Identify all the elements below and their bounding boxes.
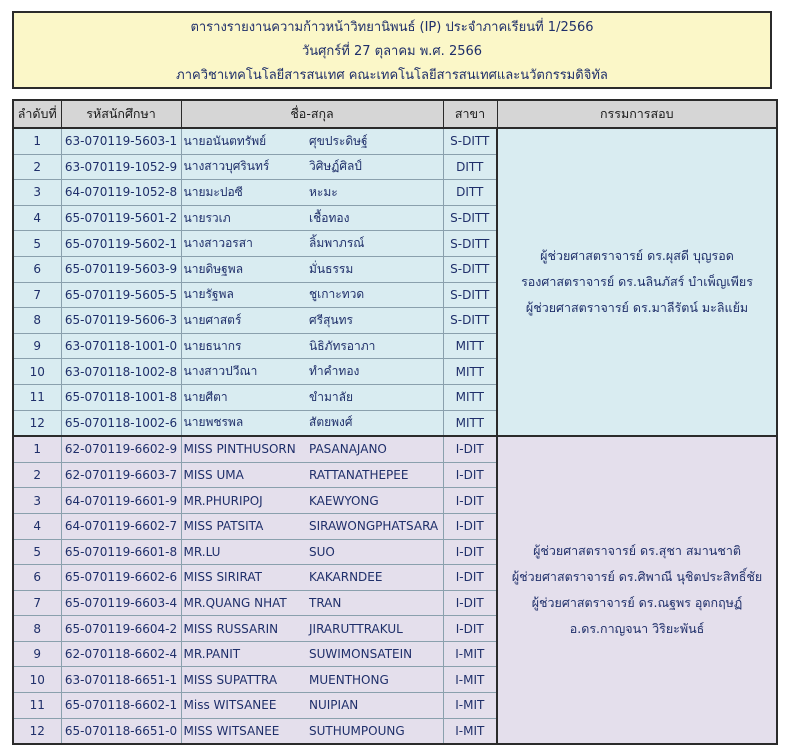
row-program: MITT	[443, 410, 497, 436]
row-student-id: 65-070119-6604-2	[61, 616, 181, 642]
report-department: ภาควิชาเทคโนโลยีสารสนเทศ คณะเทคโนโลยีสารสนเทศและนวัตกรรมดิจิทัล	[176, 68, 608, 83]
row-last-name: วิศิษฏ์ศิลป์	[303, 154, 443, 180]
row-last-name: MUENTHONG	[303, 667, 443, 693]
row-program: I-MIT	[443, 641, 497, 667]
row-program: I-DIT	[443, 462, 497, 488]
row-student-id: 65-070118-1002-6	[61, 410, 181, 436]
col-order: ลำดับที่	[13, 100, 61, 128]
row-student-id: 64-070119-6601-9	[61, 488, 181, 514]
row-program: S-DITT	[443, 256, 497, 282]
row-program: I-MIT	[443, 667, 497, 693]
row-program: I-DIT	[443, 488, 497, 514]
row-program: S-DITT	[443, 231, 497, 257]
row-order: 1	[13, 128, 61, 154]
row-first-name: MISS RUSSARIN	[181, 616, 303, 642]
committee-member: ผู้ช่วยศาสตราจารย์ ดร.ศิพาณี นุชิตประสิทธิ์ชัย	[511, 569, 763, 585]
row-last-name: ลิ้มพาภรณ์	[303, 231, 443, 257]
table-body	[13, 128, 777, 744]
row-program: MITT	[443, 384, 497, 410]
row-student-id: 63-070119-1052-9	[61, 154, 181, 180]
row-first-name: นายศีตา	[181, 384, 303, 410]
row-order: 6	[13, 565, 61, 591]
row-order: 11	[13, 384, 61, 410]
schedule-table	[12, 99, 778, 745]
row-order: 7	[13, 590, 61, 616]
row-program: S-DITT	[443, 205, 497, 231]
row-last-name: นิธิภัทรอาภา	[303, 333, 443, 359]
row-student-id: 65-070119-5601-2	[61, 205, 181, 231]
row-program: I-DIT	[443, 539, 497, 565]
row-first-name: นายอนันตทรัพย์	[181, 128, 303, 154]
row-program: DITT	[443, 154, 497, 180]
table-row	[13, 436, 777, 462]
row-student-id: 65-070119-6603-4	[61, 590, 181, 616]
row-student-id: 65-070119-6602-6	[61, 565, 181, 591]
col-student-id: รหัสนักศึกษา	[61, 100, 181, 128]
row-student-id: 64-070119-6602-7	[61, 513, 181, 539]
row-first-name: Miss WITSANEE	[181, 693, 303, 719]
row-program: I-DIT	[443, 590, 497, 616]
row-last-name: หะมะ	[303, 180, 443, 206]
row-first-name: MISS SUPATTRA	[181, 667, 303, 693]
row-order: 4	[13, 205, 61, 231]
committee-cell	[497, 436, 777, 744]
row-program: I-MIT	[443, 718, 497, 744]
row-order: 8	[13, 616, 61, 642]
row-first-name: MISS PATSITA	[181, 513, 303, 539]
row-first-name: MISS WITSANEE	[181, 718, 303, 744]
row-last-name: สัตยพงศ์	[303, 410, 443, 436]
row-first-name: นายดิษฐพล	[181, 256, 303, 282]
row-last-name: ทำคำทอง	[303, 359, 443, 385]
row-last-name: PASANAJANO	[303, 436, 443, 462]
row-order: 10	[13, 667, 61, 693]
row-student-id: 65-070118-1001-8	[61, 384, 181, 410]
row-student-id: 65-070119-5606-3	[61, 308, 181, 334]
row-program: MITT	[443, 359, 497, 385]
row-first-name: MISS PINTHUSORN	[181, 436, 303, 462]
row-order: 1	[13, 436, 61, 462]
row-last-name: มั่นธรรม	[303, 256, 443, 282]
row-last-name: JIRARUTTRAKUL	[303, 616, 443, 642]
col-name: ชื่อ-สกุล	[181, 100, 443, 128]
committee-member: อ.ดร.กาญจนา วิริยะพันธ์	[569, 621, 705, 637]
row-student-id: 62-070119-6602-9	[61, 436, 181, 462]
col-program: สาขา	[443, 100, 497, 128]
row-first-name: MR.PANIT	[181, 641, 303, 667]
report-title-box	[12, 11, 772, 89]
row-last-name: TRAN	[303, 590, 443, 616]
row-last-name: NUIPIAN	[303, 693, 443, 719]
row-order: 5	[13, 539, 61, 565]
row-first-name: นายรัฐพล	[181, 282, 303, 308]
row-last-name: RATTANATHEPEE	[303, 462, 443, 488]
report-date: วันศุกร์ที่ 27 ตุลาคม พ.ศ. 2566	[301, 44, 483, 59]
row-last-name: เชื้อทอง	[303, 205, 443, 231]
table-row	[13, 128, 777, 154]
row-program: S-DITT	[443, 282, 497, 308]
row-first-name: MR.LU	[181, 539, 303, 565]
row-student-id: 65-070119-5605-5	[61, 282, 181, 308]
row-order: 2	[13, 462, 61, 488]
col-committee: กรรมการสอบ	[497, 100, 777, 128]
committee-member: ผู้ช่วยศาสตราจารย์ ดร.มาลีรัตน์ มะลิแย้ม	[525, 300, 749, 316]
row-program: I-DIT	[443, 565, 497, 591]
row-first-name: นายพชรพล	[181, 410, 303, 436]
row-last-name: ขำมาลัย	[303, 384, 443, 410]
row-student-id: 65-070119-6601-8	[61, 539, 181, 565]
row-order: 3	[13, 488, 61, 514]
row-student-id: 65-070118-6651-0	[61, 718, 181, 744]
report-title: ตารางรายงานความก้าวหน้าวิทยานิพนธ์ (IP) ประจำภาคเรียนที่ 1/2566	[190, 20, 594, 35]
row-order: 7	[13, 282, 61, 308]
row-order: 5	[13, 231, 61, 257]
row-first-name: นางสาวอรสา	[181, 231, 303, 257]
row-student-id: 65-070118-6602-1	[61, 693, 181, 719]
row-order: 11	[13, 693, 61, 719]
row-last-name: SUO	[303, 539, 443, 565]
row-last-name: ศุขประดิษฐ์	[303, 128, 443, 154]
row-program: S-DITT	[443, 128, 497, 154]
row-order: 9	[13, 641, 61, 667]
row-program: I-DIT	[443, 513, 497, 539]
row-first-name: MR.PHURIPOJ	[181, 488, 303, 514]
row-order: 12	[13, 410, 61, 436]
row-student-id: 65-070119-5603-9	[61, 256, 181, 282]
row-student-id: 63-070118-1001-0	[61, 333, 181, 359]
table-header-row	[13, 100, 777, 128]
committee-cell	[497, 128, 777, 436]
row-student-id: 63-070118-6651-1	[61, 667, 181, 693]
row-program: S-DITT	[443, 308, 497, 334]
row-order: 3	[13, 180, 61, 206]
row-last-name: KAEWYONG	[303, 488, 443, 514]
row-student-id: 65-070119-5602-1	[61, 231, 181, 257]
row-student-id: 64-070119-1052-8	[61, 180, 181, 206]
row-program: I-MIT	[443, 693, 497, 719]
row-last-name: ชูเกาะทวด	[303, 282, 443, 308]
row-first-name: MISS UMA	[181, 462, 303, 488]
row-order: 4	[13, 513, 61, 539]
row-student-id: 62-070118-6602-4	[61, 641, 181, 667]
row-order: 9	[13, 333, 61, 359]
row-first-name: MR.QUANG NHAT	[181, 590, 303, 616]
row-order: 12	[13, 718, 61, 744]
row-last-name: SIRAWONGPHATSARA	[303, 513, 443, 539]
row-last-name: SUTHUMPOUNG	[303, 718, 443, 744]
row-program: MITT	[443, 333, 497, 359]
row-last-name: ศรีสุนทร	[303, 308, 443, 334]
row-program: I-DIT	[443, 616, 497, 642]
row-first-name: MISS SIRIRAT	[181, 565, 303, 591]
committee-member: รองศาสตราจารย์ ดร.นลินภัสร์ บำเพ็ญเพียร	[521, 274, 753, 290]
row-first-name: นางสาวบุศรินทร์	[181, 154, 303, 180]
row-order: 6	[13, 256, 61, 282]
committee-member: ผู้ช่วยศาสตราจารย์ ดร.สุชา สมานชาติ	[533, 543, 741, 559]
row-order: 2	[13, 154, 61, 180]
row-student-id: 62-070119-6603-7	[61, 462, 181, 488]
committee-member: ผู้ช่วยศาสตราจารย์ ดร.ณฐพร อุตกฤษฏ์	[531, 595, 743, 611]
row-program: I-DIT	[443, 436, 497, 462]
row-student-id: 63-070119-5603-1	[61, 128, 181, 154]
row-first-name: นายธนากร	[181, 333, 303, 359]
committee-member: ผู้ช่วยศาสตราจารย์ ดร.ผุสดี บุญรอด	[540, 248, 734, 264]
row-order: 8	[13, 308, 61, 334]
row-first-name: นางสาวปวีณา	[181, 359, 303, 385]
row-first-name: นายมะปอซี	[181, 180, 303, 206]
row-program: DITT	[443, 180, 497, 206]
row-last-name: KAKARNDEE	[303, 565, 443, 591]
row-last-name: SUWIMONSATEIN	[303, 641, 443, 667]
row-student-id: 63-070118-1002-8	[61, 359, 181, 385]
row-first-name: นายศาสตร์	[181, 308, 303, 334]
row-order: 10	[13, 359, 61, 385]
row-first-name: นายรวเภ	[181, 205, 303, 231]
